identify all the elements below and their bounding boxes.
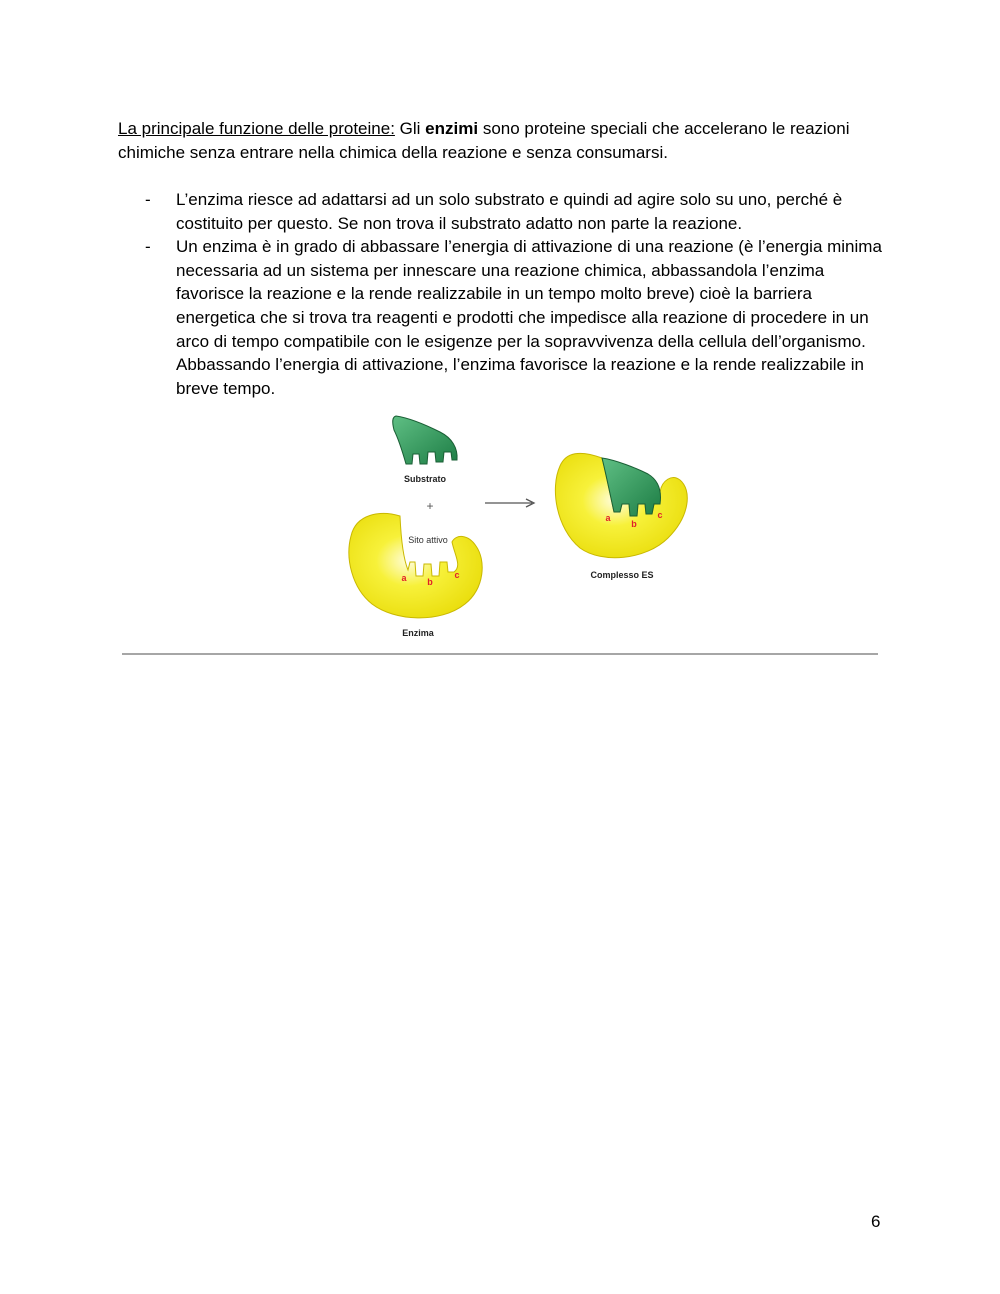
section-heading: La principale funzione delle proteine: bbox=[118, 119, 395, 138]
substrate-shape bbox=[393, 416, 457, 464]
bullet-list bbox=[145, 188, 890, 400]
substrate-label: Substrato bbox=[403, 474, 447, 484]
bullet-text: Un enzima è in grado di abbassare l’energia di attivazione di una reazione (è l’energia minima necessaria ad un sistema per innescare una reazione chimica, abbassandola l’enzima favorisce la reazione e la rende realizzabile in un tempo molto breve) cioè la barriera energetica che si trova tra reagenti e prodotti che impedisce alla reazione di procedere in un arco di tempo compatibile con le esigenze per la sopravvivenza della cellula dell’organismo. Abbassando l’energia di attivazione, l’enzima favorisce la reazione e la rende realizzabile in breve tempo. bbox=[176, 237, 882, 398]
bullet-marker: - bbox=[145, 237, 151, 257]
horizontal-divider bbox=[122, 653, 878, 655]
complex-site-c-label: c bbox=[657, 510, 663, 520]
enzyme-diagram bbox=[340, 408, 700, 646]
intro-text-b: sono proteine speciali che accelerano le reazioni chimiche senza entrare nella chimica della reazione e senza consumarsi. bbox=[118, 119, 850, 162]
complex-site-a-label: a bbox=[605, 513, 611, 523]
bullet-marker: - bbox=[145, 190, 151, 209]
site-b-label: b bbox=[427, 577, 433, 587]
reaction-arrow bbox=[485, 499, 534, 507]
bold-term: enzimi bbox=[425, 119, 479, 138]
intro-paragraph bbox=[118, 117, 888, 164]
intro-text-a: Gli bbox=[399, 119, 421, 138]
site-a-label: a bbox=[401, 573, 407, 583]
complex-site-b-label: b bbox=[631, 519, 637, 529]
list-item bbox=[145, 188, 890, 235]
plus-sign: + bbox=[426, 499, 434, 513]
site-c-label: c bbox=[454, 570, 460, 580]
enzyme-label: Enzima bbox=[402, 628, 434, 638]
active-site-label: Sito attivo bbox=[408, 535, 448, 545]
complex-label: Complesso ES bbox=[590, 570, 654, 580]
enzyme-substrate-figure bbox=[340, 408, 700, 646]
bullet-text: L’enzima riesce ad adattarsi ad un solo substrato e quindi ad agire solo su uno, perché è costituito per questo. Se non trova il substrato adatto non parte la reazione. bbox=[176, 190, 843, 233]
enzyme-shape bbox=[349, 513, 482, 617]
list-item bbox=[145, 235, 890, 400]
page-number: 6 bbox=[871, 1212, 881, 1231]
